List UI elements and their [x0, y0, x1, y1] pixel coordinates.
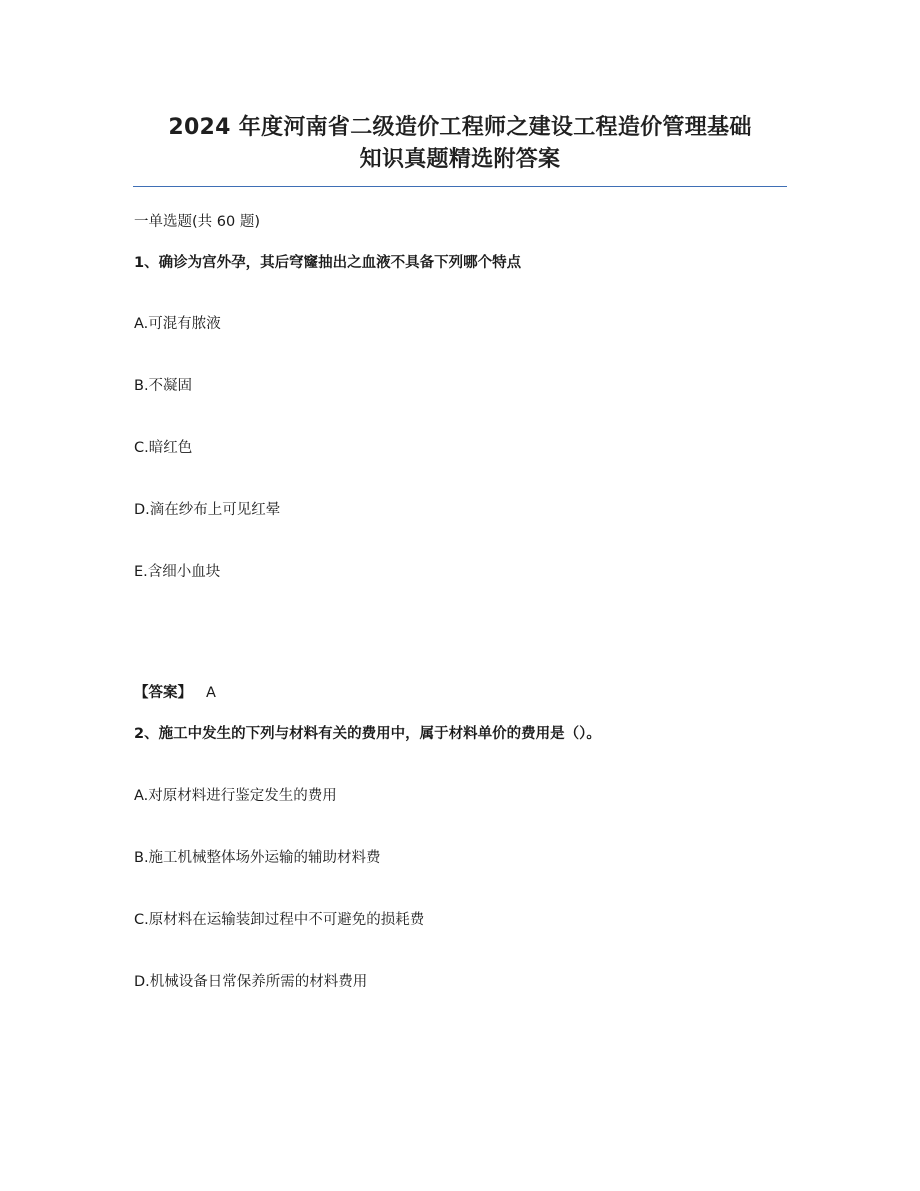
question-2-option-c: C.原材料在运输装卸过程中不可避免的损耗费: [134, 912, 425, 928]
question-2-option-b: B.施工机械整体场外运输的辅助材料费: [134, 850, 381, 866]
question-1-option-d: D.滴在纱布上可见红晕: [134, 502, 281, 518]
question-2-option-a: A.对原材料进行鉴定发生的费用: [134, 788, 337, 804]
question-2-stem: 2、施工中发生的下列与材料有关的费用中，属于材料单价的费用是（）。: [134, 726, 601, 742]
question-1-option-c: C.暗红色: [134, 440, 193, 456]
question-2-option-d: D.机械设备日常保养所需的材料费用: [134, 974, 368, 990]
title-divider: [133, 186, 787, 187]
document-title: [0, 112, 920, 176]
answer-value: A: [206, 685, 216, 701]
question-1-option-b: B.不凝固: [134, 378, 193, 394]
section-heading: 一单选题(共 60 题): [134, 214, 260, 230]
question-1-answer: [134, 683, 216, 703]
question-1-option-e: E.含细小血块: [134, 564, 221, 580]
answer-label: 【答案】: [134, 685, 192, 701]
question-1-stem: 1、确诊为宫外孕，其后穹窿抽出之血液不具备下列哪个特点: [134, 255, 522, 271]
document-title-line-1: 2024 年度河南省二级造价工程师之建设工程造价管理基础: [168, 115, 752, 140]
document-title-line-2: 知识真题精选附答案: [359, 147, 561, 172]
question-1-option-a: A.可混有脓液: [134, 316, 221, 332]
